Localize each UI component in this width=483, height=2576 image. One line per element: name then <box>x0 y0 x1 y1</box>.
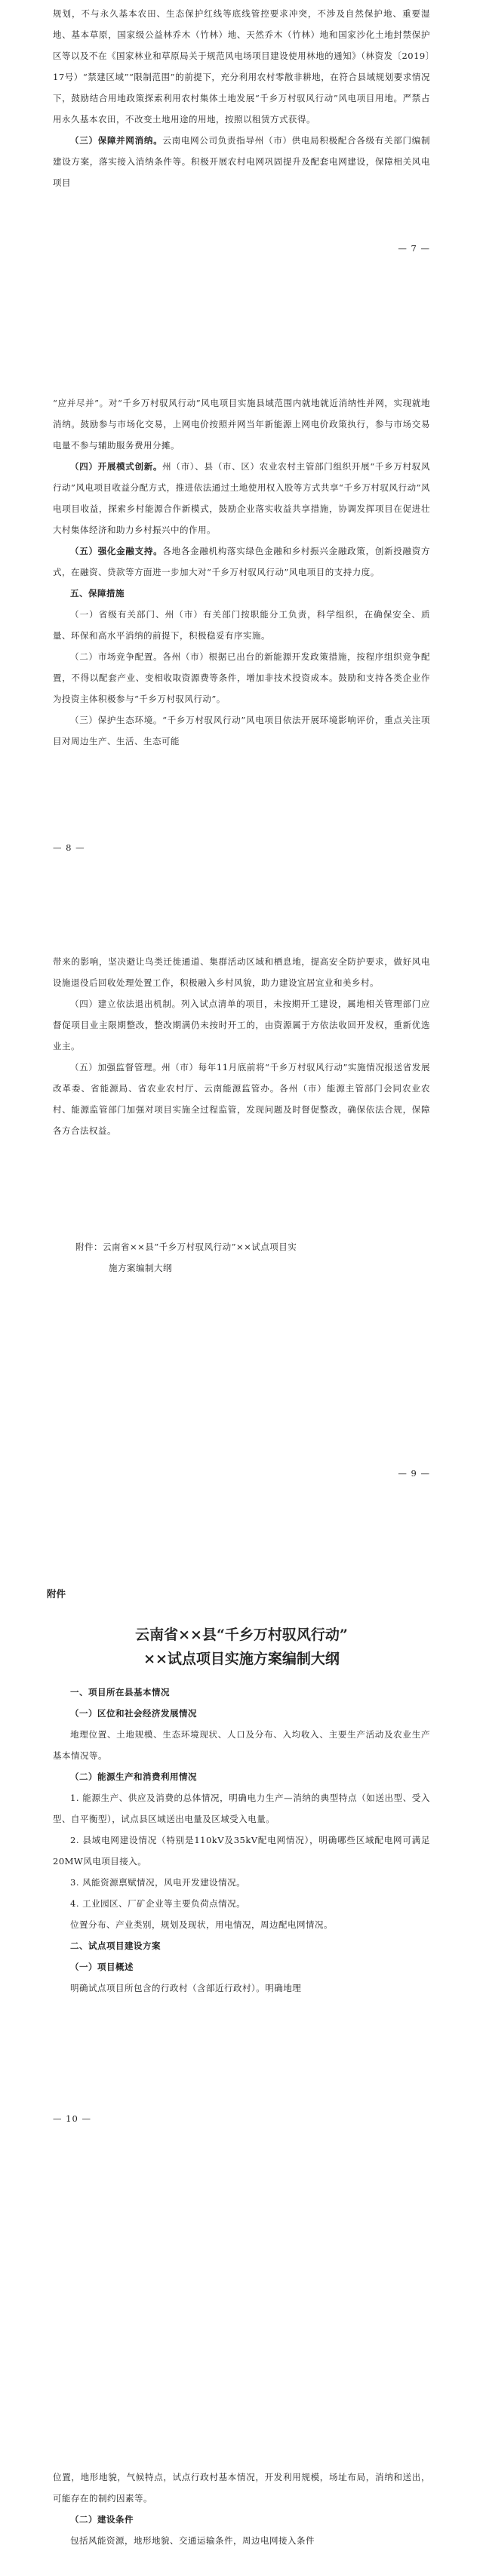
attachment-line: 施方案编制大纲 <box>109 1263 172 1273</box>
paragraph: 2. 县域电网建设情况（特别是110kV及35kV配电网情况），明确哪些区域配电网可满足20MW风电项目接入。 <box>53 1835 430 1867</box>
page-9-body <box>53 951 430 1141</box>
page-7-body <box>53 3 430 193</box>
paragraph: 1. 能源生产、供应及消费的总体情况，明确电力生产—消纳的典型特点（如送出型、受入型、自平衡型），试点县区域送出电量及区域受入电量。 <box>53 1793 430 1824</box>
paragraph: 地理位置、土地规模、生态环境现状、人口及分布、入均收入、主要生产活动及农业生产基本情况等。 <box>53 1729 430 1761</box>
paragraph: 规划，不与永久基本农田、生态保护红线等底线管控要求冲突，不涉及自然保护地、重要湿地、基本草原，国家级公益林乔木（竹林）地、天然乔木（竹林）地和国家沙化土地封禁保护区等以及不在《国家林业和草原局关于规范风电场项目建设使用林地的通知》（林资发〔2019〕17号）“禁建区域”“限制范围”的前提下，充分利用农村零散非耕地，在符合县域规划要求情况下，鼓励结合用地政策探索利用农村集体土地发展“千乡万村驭风行动”风电项目用地。严禁占用永久基本农田，不改变土地用途的用地，按照以租赁方式获得。 <box>53 8 430 125</box>
page-7 <box>0 0 483 317</box>
subsection-heading: （二）建设条件 <box>70 2514 134 2525</box>
paragraph: 带来的影响，坚决避让鸟类迁徙通道、集群活动区域和栖息地，提高安全防护要求，做好风电设施退役后回收处理处置工作，积极融入乡村风貌，助力建设宜居宜业和美乡村。 <box>53 956 430 988</box>
section-heading: 一、项目所在县基本情况 <box>70 1687 170 1697</box>
page-9 <box>0 906 483 1510</box>
page-11-body <box>53 2467 430 2551</box>
page-10-body <box>53 1682 430 1999</box>
paragraph: （五）加强监督管理。州（市）每年11月底前将“千乡万村驭风行动”实施情况报送省发展改革委、省能源局、省农业农村厅、云南能源监管办。各州（市）能源主管部门会同农业农村、能源监管部门加强对项目实施全过程监管，发现问题及时督促整改，确保依法合规，保障各方合法权益。 <box>53 1062 430 1136</box>
paragraph <box>53 540 430 583</box>
annex-title <box>0 1623 483 1671</box>
subsection-heading: （二）能源生产和消费利用情况 <box>70 1771 197 1782</box>
attachment-line: 附件：云南省××县“千乡万村驭风行动”××试点项目实 <box>75 1242 297 1252</box>
page-8-body <box>53 392 430 752</box>
paragraph <box>53 456 430 540</box>
subsection-heading: （一）项目概述 <box>70 1962 134 1972</box>
paragraph: （二）市场竞争配置。各州（市）根据已出台的新能源开发政策措施，按程序组织竞争配置，不得以配套产业、变相收取资源费等条件，增加非技术投资成本。鼓励和支持各类企业作为投资主体积极参与“千乡万村驭风行动”。 <box>53 651 430 704</box>
title-line: ××试点项目实施方案编制大纲 <box>143 1651 340 1667</box>
paragraph-heading: （三）保障并网消纳。 <box>70 135 163 146</box>
section-heading: 二、试点项目建设方案 <box>70 1940 161 1951</box>
page-number: — 10 — <box>53 2113 91 2124</box>
paragraph-text: 州（市）、县（市、区）农业农村主管部门组织开展“千乡万村驭风行动”风电项目收益分配方式，推进依法通过土地使用权入股等方式共享“千乡万村驭风行动”风电项目收益，探索乡村能源合作新模式，鼓励企业落实收益共享措施，协调发挥项目在促进壮大村集体经济和助力乡村振兴中的作用。 <box>53 461 430 535</box>
page-number: — 7 — <box>398 243 430 254</box>
page-number: — 8 — <box>53 842 85 853</box>
paragraph: （一）省级有关部门、州（市）有关部门按职能分工负责，科学组织，在确保安全、质量、环保和高水平消纳的前提下，积极稳妥有序实施。 <box>53 609 430 641</box>
subsection-heading: （一）区位和社会经济发展情况 <box>70 1708 197 1719</box>
paragraph: 3. 风能资源禀赋情况，风电开发建设情况。 <box>70 1877 246 1888</box>
page-11 <box>0 2174 483 2576</box>
section-heading: 五、保障措施 <box>70 588 125 599</box>
page-number: — 9 — <box>398 1468 430 1479</box>
paragraph: “应并尽并”。对“千乡万村驭风行动”风电项目实施县域范围内就地就近消纳性并网，实现就地消纳。鼓励参与市场化交易，上网电价按照并网当年新能源上网电价政策执行，参与市场交易电量不参与辅助服务费用分摊。 <box>53 398 430 451</box>
attachment-note <box>75 1236 400 1279</box>
paragraph-heading: （四）开展模式创新。 <box>70 461 163 472</box>
paragraph-text: 云南电网公司负责指导州（市）供电局积极配合各级有关部门编制建设方案，落实接入消纳条件等。积极开展农村电网巩固提升及配套电网建设，保障相关风电项目 <box>53 135 431 188</box>
page-8 <box>0 340 483 883</box>
paragraph: 位置，地形地貌，气候特点，试点行政村基本情况，开发利用规模，场址布局，消纳和送出，可能存在的制约因素等。 <box>53 2472 430 2504</box>
paragraph: 4. 工业园区、厂矿企业等主要负荷点情况。 <box>70 1898 246 1909</box>
paragraph: 位置分布、产业类别，规划及现状，用电情况，周边配电网情况。 <box>70 1919 333 1930</box>
paragraph: 包括风能资源，地形地貌、交通运输条件，周边电网接入条件 <box>70 2535 315 2546</box>
paragraph: 明确试点项目所包含的行政村（含部近行政村）。明确地理 <box>70 1983 302 1993</box>
paragraph: （四）建立依法退出机制。列入试点清单的项目，未按期开工建设，属地相关管理部门应督促项目业主限期整改，整改期满仍未按时开工的，由资源属于方依法收回开发权，重新优选业主。 <box>53 999 430 1051</box>
annex-label: 附件 <box>47 1588 66 1599</box>
paragraph-text: 各地各金融机构落实绿色金融和乡村振兴金融政策，创新投融资方式，在融资、贷款等方面进一步加大对“千乡万村驭风行动”风电项目的支持力度。 <box>53 546 431 577</box>
title-line: 云南省××县“千乡万村驭风行动” <box>135 1627 348 1643</box>
paragraph: （三）保护生态环境。“千乡万村驭风行动”风电项目依法开展环境影响评价，重点关注项目对周边生产、生活、生态可能 <box>53 715 430 746</box>
page-10 <box>0 1517 483 2166</box>
paragraph <box>53 130 430 193</box>
paragraph-heading: （五）强化金融支持。 <box>70 546 163 556</box>
